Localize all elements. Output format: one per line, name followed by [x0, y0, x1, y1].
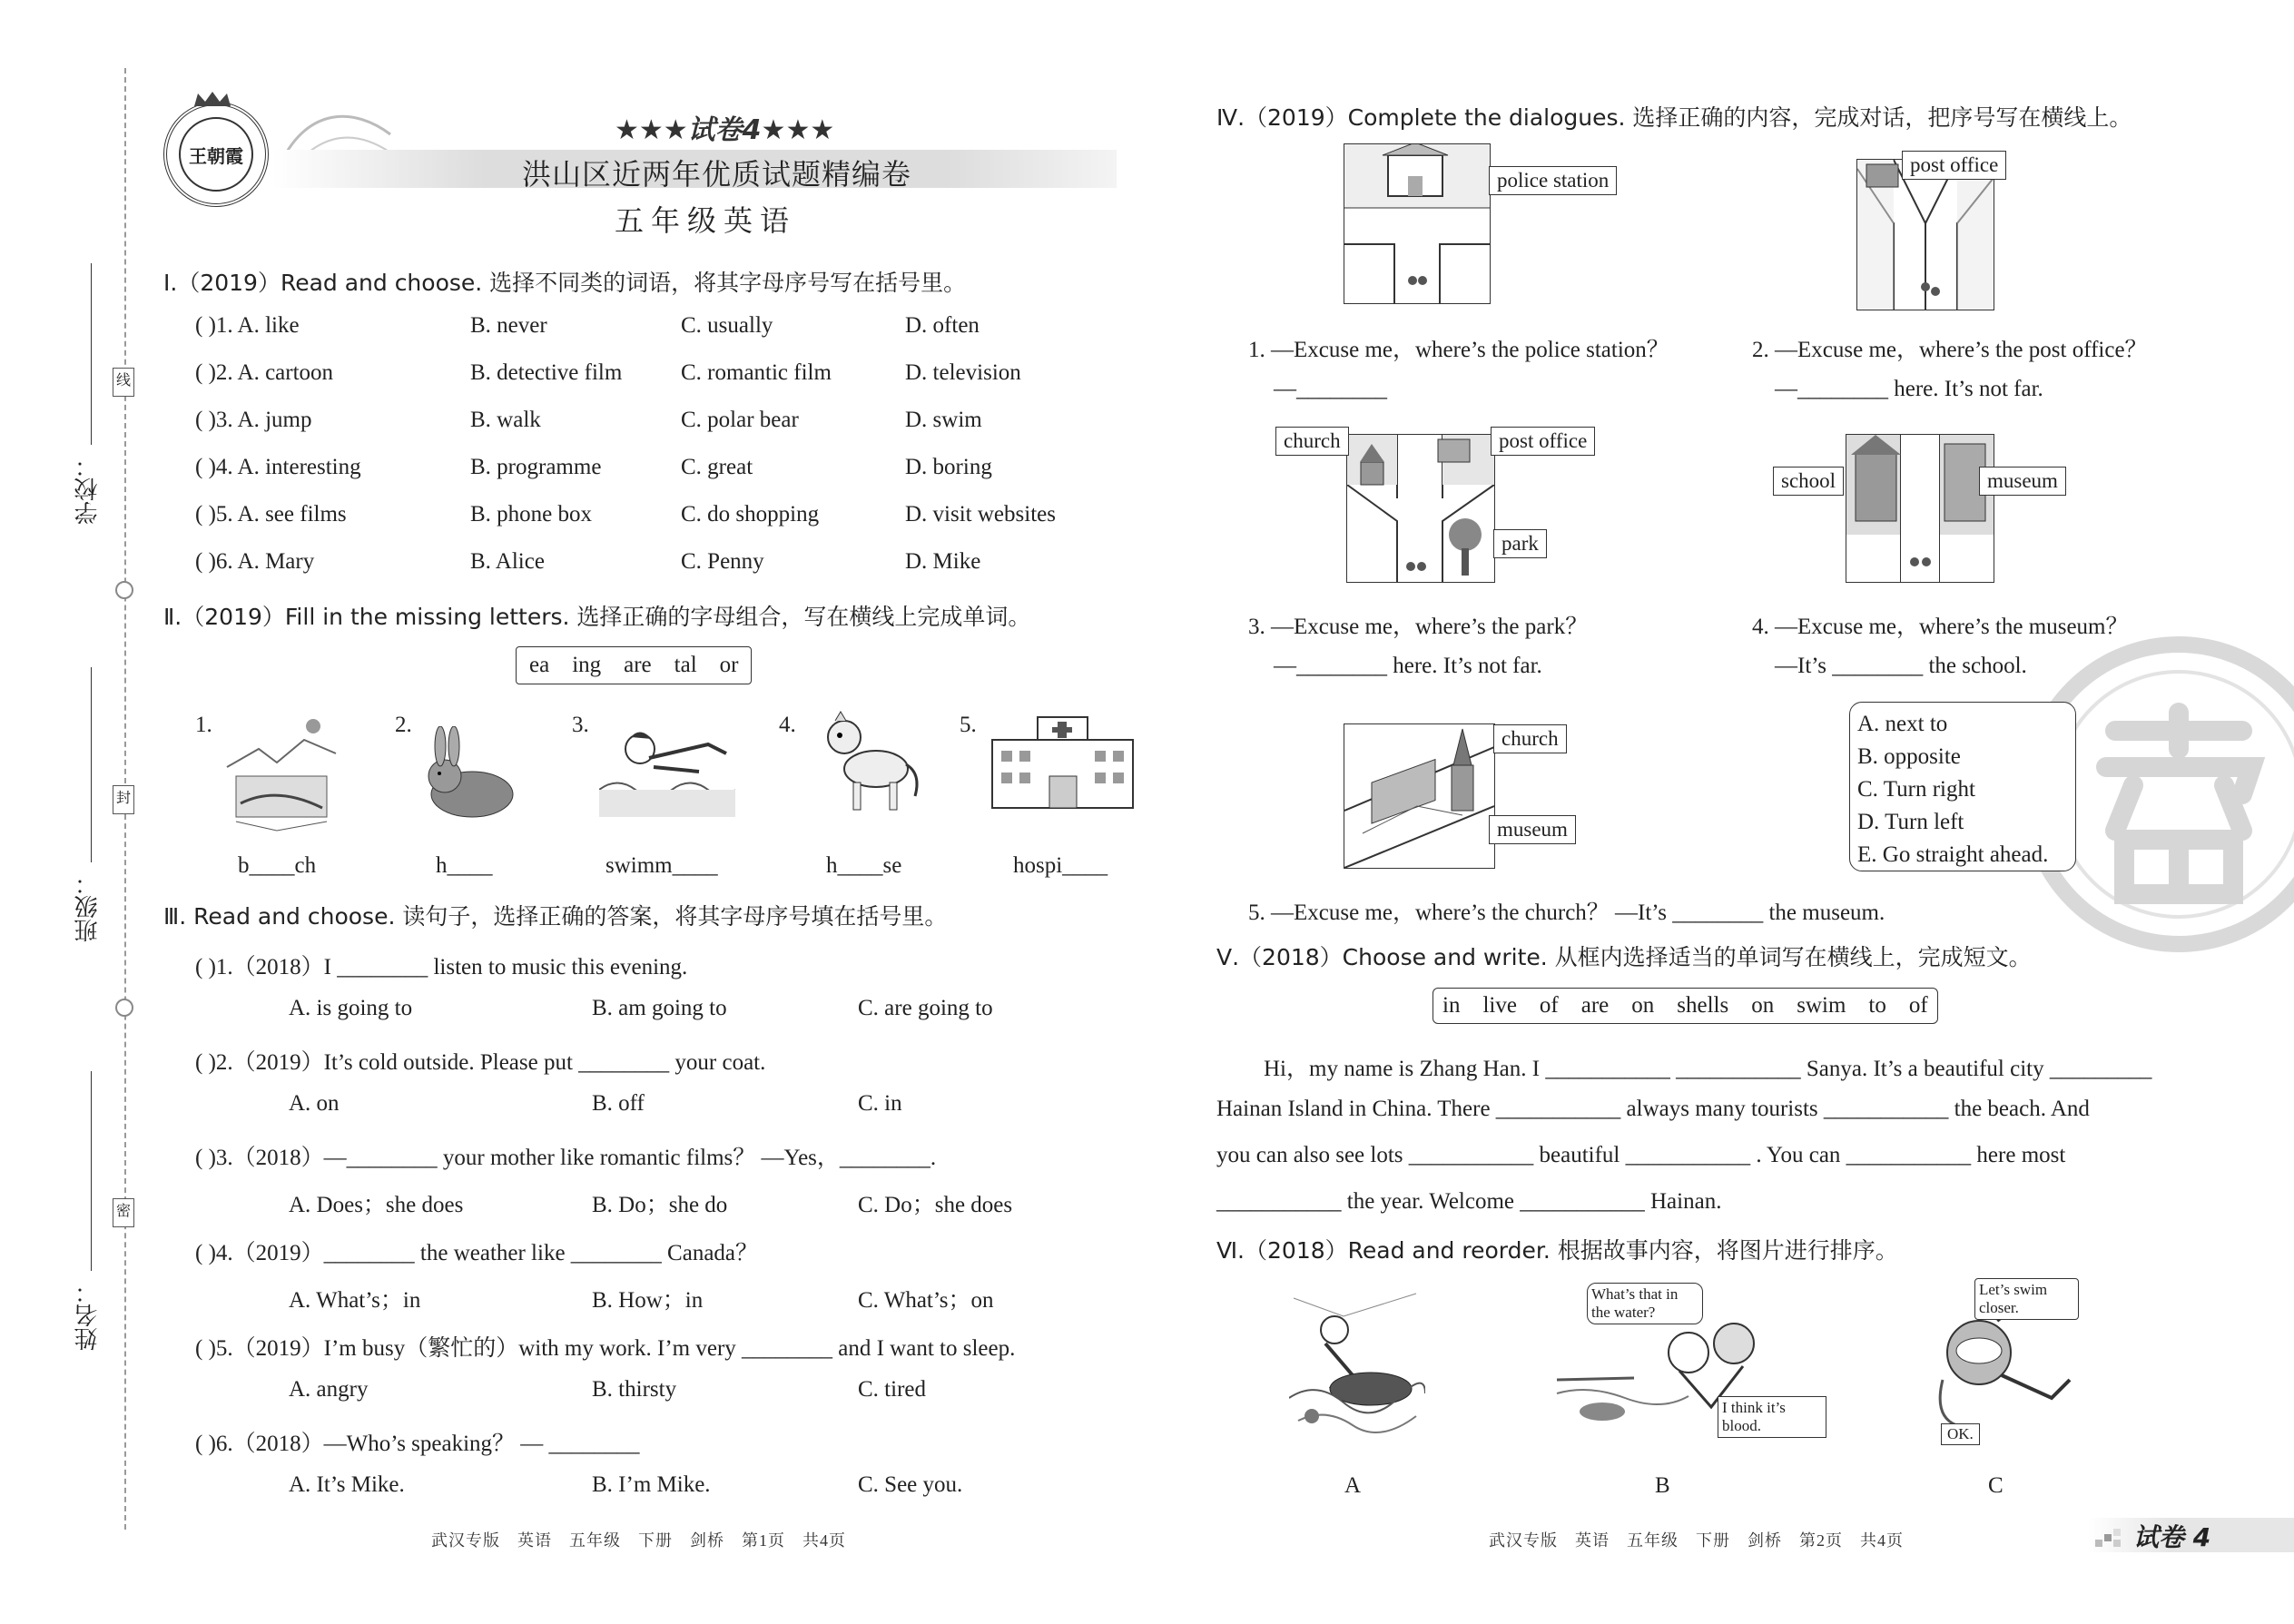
choice-option-c: C. great — [681, 455, 753, 479]
missing-letter-word[interactable]: hospi____ — [1013, 853, 1108, 878]
story-label-b: B — [1655, 1473, 1670, 1498]
footer-left: 武汉专版 英语 五年级 下册 剑桥 第1页 共4页 — [431, 1531, 846, 1550]
footer-tag: 试卷 4 — [2133, 1522, 2211, 1552]
map-park — [1346, 434, 1495, 583]
answer-option-b: B. am going to — [592, 996, 727, 1020]
rabbit-picture — [418, 726, 522, 822]
dialogue-option: E. Go straight ahead. — [1857, 842, 2049, 867]
passage-line[interactable]: Hainan Island in China. There ___________ always many tourists ___________ the beach. And — [1216, 1097, 2090, 1121]
answer-option-c: C. are going to — [858, 996, 993, 1020]
answer-option-b: B. off — [592, 1091, 645, 1116]
choice-option-b: B. programme — [470, 455, 602, 479]
seal-line-box: 线 — [113, 368, 134, 397]
exam-number: ★★★试卷4★★★ — [615, 114, 835, 146]
crown-icon — [192, 91, 232, 107]
choice-row-stem[interactable]: ( )3. A. jump — [195, 408, 312, 432]
horse-picture — [817, 710, 926, 817]
question-stem[interactable]: ( )4.（2019）________ the weather like ________ Canada？ — [195, 1241, 759, 1265]
answer-option-a: A. What’s；in — [289, 1288, 421, 1313]
dialogue-2-answer[interactable]: —________ here. It’s not far. — [1775, 377, 2043, 401]
choice-row-stem[interactable]: ( )4. A. interesting — [195, 455, 361, 479]
answer-option-c: C. Do；she does — [858, 1193, 1013, 1217]
picture-number: 2. — [395, 713, 412, 737]
footer-squares-decoration — [2095, 1527, 2128, 1553]
answer-option-b: B. I’m Mike. — [592, 1472, 711, 1497]
seal-secret-box: 密 — [113, 1198, 134, 1227]
passage-line[interactable]: you can also see lots ___________ beautiful ___________ . You can ___________ here most — [1216, 1143, 2066, 1167]
section-1-heading: Ⅰ.（2019）Read and choose. 选择不同类的词语，将其字母序号写在括号里。 — [163, 270, 967, 296]
beach-picture — [222, 713, 340, 835]
question-stem[interactable]: ( )5.（2019）I’m busy（繁忙的）with my work. I’m very ________ and I want to sleep. — [195, 1336, 1016, 1361]
map-post-office — [1856, 159, 1994, 310]
answer-option-c: C. See you. — [858, 1472, 963, 1497]
label-park: park — [1493, 529, 1547, 558]
section-2-heading: Ⅱ.（2019）Fill in the missing letters. 选择正确的字母组合，写在横线上完成单词。 — [163, 604, 1031, 630]
answer-option-a: A. It’s Mike. — [289, 1472, 405, 1497]
answer-option-a: A. angry — [289, 1377, 369, 1402]
name-label: 姓名： — [74, 1280, 102, 1351]
choice-option-d: D. Mike — [905, 549, 981, 574]
dialogue-option: D. Turn left — [1857, 810, 1964, 834]
choice-option-b: B. Alice — [470, 549, 545, 574]
answer-option-c: C. tired — [858, 1377, 926, 1402]
name-blank[interactable] — [91, 1071, 92, 1271]
choice-option-d: D. swim — [905, 408, 982, 432]
page-subtitle: 五年级英语 — [615, 203, 797, 238]
missing-letter-word[interactable]: swimm____ — [605, 853, 718, 878]
choice-option-c: C. Penny — [681, 549, 764, 574]
question-stem[interactable]: ( )6.（2018）—Who’s speaking？ — ________ — [195, 1432, 640, 1456]
picture-number: 5. — [960, 713, 977, 737]
choice-option-c: C. usually — [681, 313, 773, 338]
answer-option-c: C. in — [858, 1091, 902, 1116]
question-stem[interactable]: ( )1.（2018）I ________ listen to music this evening. — [195, 955, 688, 979]
speech-bubble-c1: Let’s swim closer. — [1974, 1278, 2079, 1320]
story-label-a: A — [1344, 1473, 1362, 1498]
answer-option-b: B. How；in — [592, 1288, 704, 1313]
answer-option-a: A. is going to — [289, 996, 413, 1020]
question-stem[interactable]: ( )2.（2019）It’s cold outside. Please put ________ your coat. — [195, 1050, 766, 1075]
story-picture-a — [1289, 1289, 1425, 1434]
answer-option-a: A. on — [289, 1091, 340, 1116]
word-options-box: in live of are on shells on swim to of — [1433, 988, 1938, 1024]
answer-option-b: B. Do；she do — [592, 1193, 728, 1217]
choice-option-c: C. do shopping — [681, 502, 820, 527]
binding-hole-icon — [115, 999, 133, 1017]
dialogue-3-question: 3. —Excuse me，where’s the park？ — [1248, 615, 1589, 639]
picture-number: 4. — [779, 713, 796, 737]
label-museum-2: museum — [1489, 815, 1576, 844]
map-police-station — [1344, 143, 1491, 304]
school-blank[interactable] — [91, 263, 92, 445]
choice-option-d: D. television — [905, 360, 1021, 385]
choice-row-stem[interactable]: ( )6. A. Mary — [195, 549, 315, 574]
speech-bubble-b2: I think it’s blood. — [1718, 1396, 1826, 1438]
choice-row-stem[interactable]: ( )2. A. cartoon — [195, 360, 334, 385]
choice-option-d: D. boring — [905, 455, 992, 479]
passage-line[interactable]: ___________ the year. Welcome ___________ Hainan. — [1216, 1189, 1722, 1214]
dialogue-2-question: 2. —Excuse me，where’s the post office？ — [1752, 338, 2148, 362]
swimming-picture — [599, 717, 735, 817]
dialogue-3-answer[interactable]: —________ here. It’s not far. — [1274, 654, 1542, 678]
speech-bubble-c2: OK. — [1941, 1423, 1980, 1445]
logo — [163, 102, 269, 207]
label-museum: museum — [1979, 467, 2066, 496]
school-label: 学校： — [74, 454, 102, 525]
picture-number: 1. — [195, 713, 212, 737]
label-church: church — [1275, 427, 1349, 456]
choice-row-stem[interactable]: ( )1. A. like — [195, 313, 300, 338]
story-label-c: C — [1988, 1473, 2004, 1498]
dialogue-4-answer[interactable]: —It’s ________ the school. — [1775, 654, 2027, 678]
logo-text: 王朝霞 — [179, 117, 253, 192]
dialogue-5: 5. —Excuse me，where’s the church？ —It’s ________ the museum. — [1248, 901, 1885, 925]
choice-option-b: B. detective film — [470, 360, 623, 385]
dialogue-options-box — [1849, 702, 2076, 871]
choice-option-c: C. polar bear — [681, 408, 799, 432]
footer-right: 武汉专版 英语 五年级 下册 剑桥 第2页 共4页 — [1489, 1531, 1904, 1550]
section-4-heading: Ⅳ.（2019）Complete the dialogues. 选择正确的内容，完成对话，把序号写在横线上。 — [1216, 104, 2132, 131]
letter-options-box: ea ing are tal or — [516, 646, 752, 684]
choice-option-d: D. often — [905, 313, 980, 338]
choice-option-d: D. visit websites — [905, 502, 1056, 527]
picture-number: 3. — [572, 713, 589, 737]
choice-option-b: B. phone box — [470, 502, 593, 527]
question-stem[interactable]: ( )3.（2018）—________ your mother like romantic films？ —Yes，________. — [195, 1146, 937, 1170]
label-school: school — [1773, 467, 1844, 496]
label-post-office-2: post office — [1491, 427, 1595, 456]
map-church — [1344, 723, 1495, 869]
class-label: 班级： — [74, 871, 102, 942]
choice-option-b: B. walk — [470, 408, 541, 432]
hospital-picture — [988, 713, 1137, 812]
section-3-heading: Ⅲ. Read and choose. 读句子，选择正确的答案，将其字母序号填在括号里。 — [163, 903, 948, 930]
missing-letter-word[interactable]: h____ — [436, 853, 493, 878]
missing-letter-word[interactable]: b____ch — [238, 853, 317, 878]
answer-option-c: C. What’s；on — [858, 1288, 994, 1313]
dialogue-option: B. opposite — [1857, 744, 1961, 769]
choice-row-stem[interactable]: ( )5. A. see films — [195, 502, 347, 527]
map-museum — [1846, 434, 1994, 583]
missing-letter-word[interactable]: h____se — [826, 853, 902, 878]
dialogue-option: C. Turn right — [1857, 777, 1975, 802]
page-title: 洪山区近两年优质试题精编卷 — [522, 157, 912, 192]
label-post-office: post office — [1902, 151, 2006, 180]
answer-option-b: B. thirsty — [592, 1377, 677, 1402]
section-5-heading: Ⅴ.（2018）Choose and write. 从框内选择适当的单词写在横线上，完成短文。 — [1216, 944, 2032, 970]
speech-bubble-b1: What’s that in the water? — [1587, 1283, 1703, 1324]
choice-option-b: B. never — [470, 313, 547, 338]
label-church-2: church — [1493, 724, 1567, 753]
dialogue-option: A. next to — [1857, 712, 1948, 736]
dialogue-4-question: 4. —Excuse me，where’s the museum？ — [1752, 615, 2129, 639]
seal-seal-box: 封 — [113, 785, 134, 814]
section-6-heading: Ⅵ.（2018）Read and reorder. 根据故事内容，将图片进行排序。 — [1216, 1237, 1898, 1264]
answer-option-a: A. Does；she does — [289, 1193, 464, 1217]
dialogue-1-answer[interactable]: —________ — [1274, 377, 1387, 401]
dialogue-1-question: 1. —Excuse me，where’s the police station？ — [1248, 338, 1669, 362]
passage-line[interactable]: Hi，my name is Zhang Han. I ___________ ___________ Sanya. It’s a beautiful city _________ — [1264, 1057, 2152, 1081]
choice-option-c: C. romantic film — [681, 360, 832, 385]
binding-hole-icon — [115, 581, 133, 599]
label-police-station: police station — [1489, 166, 1617, 195]
class-blank[interactable] — [91, 667, 92, 862]
